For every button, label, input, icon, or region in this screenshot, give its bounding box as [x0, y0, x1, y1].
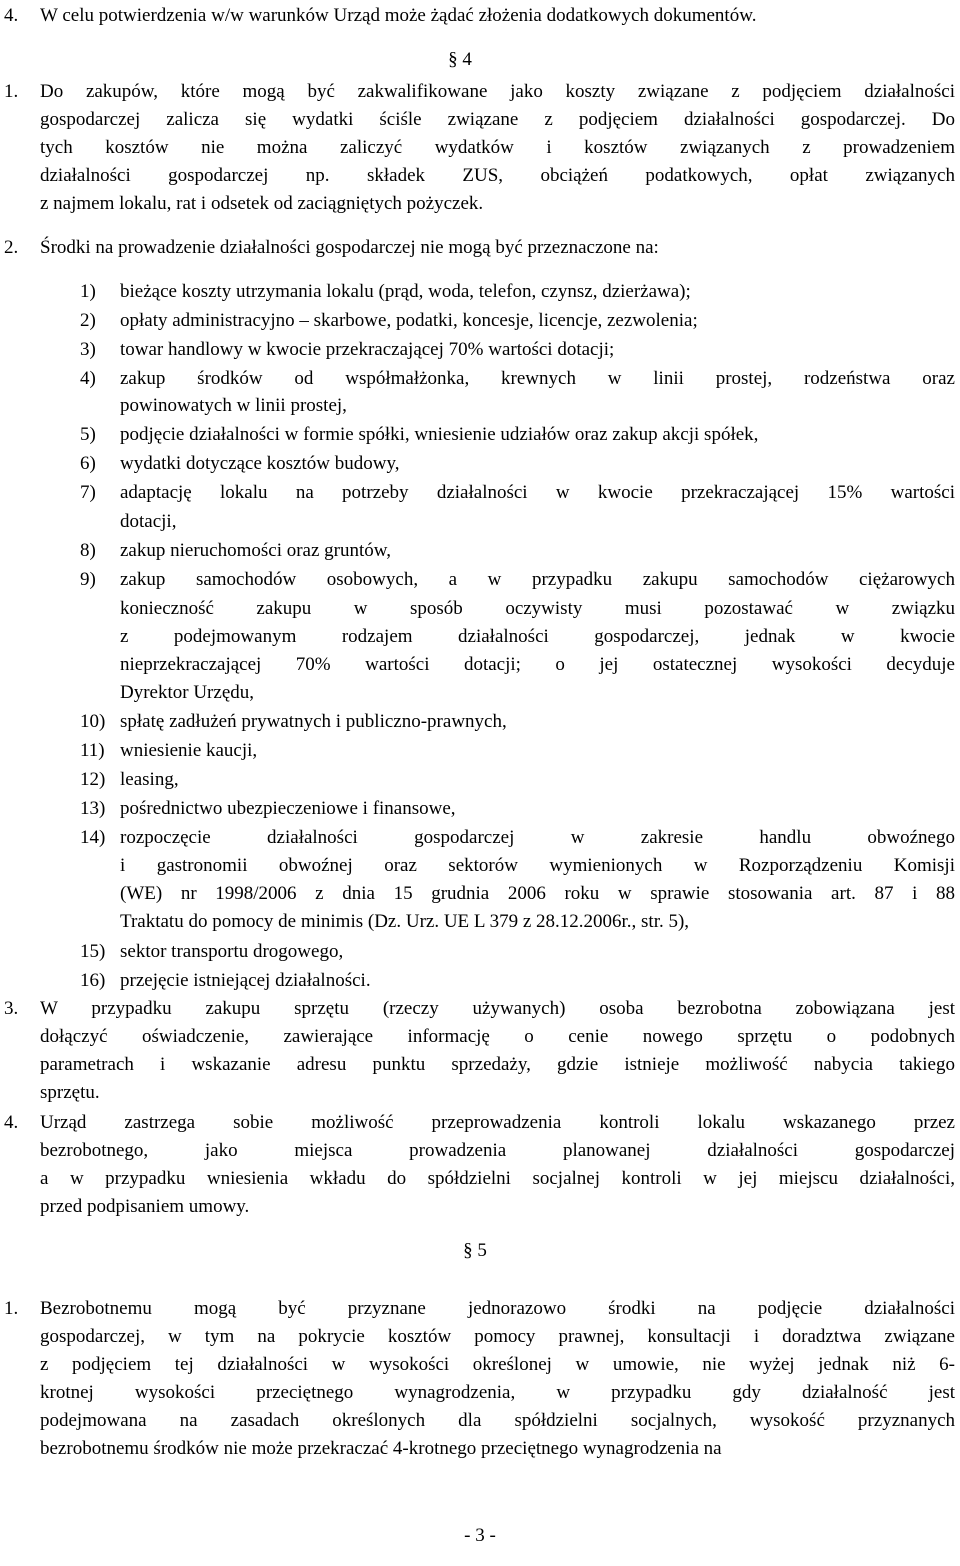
- paragraph-line: z najmem lokalu, rat i odsetek od zaciągniętych pożyczek.: [40, 193, 484, 214]
- paragraph-line: Bezrobotnemu mogą być przyznane jednorazowo środki na podjęcie działalności: [40, 1298, 955, 1319]
- page-number: - 3 -: [464, 1525, 496, 1546]
- paragraph-line: podejmowana na zasadach określonych dla spółdzielni socjalnych, wysokość przyznanych: [40, 1410, 955, 1431]
- list-item-text: dotacji,: [120, 511, 177, 532]
- paragraph-line: bezrobotnemu środków nie może przekraczać 4-krotnego przeciętnego wynagrodzenia na: [40, 1438, 722, 1459]
- list-item-number: 11): [80, 740, 105, 761]
- list-item-text: przejęcie istniejącej działalności.: [120, 970, 371, 991]
- list-item-number: 10): [80, 711, 106, 732]
- paragraph-line: gospodarczej zalicza się wydatki ściśle związane z podjęciem działalności gospodarczej. Do: [40, 109, 955, 130]
- paragraph-line: tych kosztów nie można zaliczyć wydatków i kosztów związanych z prowadzeniem: [40, 137, 955, 158]
- list-item-text: pośrednictwo ubezpieczeniowe i finansowe,: [120, 798, 456, 819]
- list-item-number: 6): [80, 453, 96, 474]
- list-item-number: 16): [80, 970, 106, 991]
- list-item-text: rozpoczęcie działalności gospodarczej w zakresie handlu obwoźnego: [120, 827, 955, 848]
- paragraph-line: krotnej wysokości przeciętnego wynagrodzenia, w przypadku gdy działalność jest: [40, 1382, 955, 1403]
- paragraph-line: Urząd zastrzega sobie możliwość przeprowadzenia kontroli lokalu wskazanego przez: [40, 1112, 955, 1133]
- list-item-text: towar handlowy w kwocie przekraczającej 70% wartości dotacji;: [120, 339, 615, 360]
- paragraph-line: sprzętu.: [40, 1082, 100, 1103]
- paragraph-line: bezrobotnego, jako miejsca prowadzenia planowanej działalności gospodarczej: [40, 1140, 955, 1161]
- list-item-number: 2): [80, 310, 96, 331]
- list-item-number: 13): [80, 798, 106, 819]
- list-item-number: 7): [80, 482, 96, 503]
- list-item-text: wydatki dotyczące kosztów budowy,: [120, 453, 400, 474]
- section-heading: § 5: [463, 1240, 487, 1261]
- section-heading: § 4: [448, 49, 472, 70]
- list-item-number: 14): [80, 827, 106, 848]
- list-item-number: 8): [80, 540, 96, 561]
- paragraph-line: gospodarczej, w tym na pokrycie kosztów pomocy prawnej, konsultacji i doradztwa związane: [40, 1326, 955, 1347]
- list-item-text: (WE) nr 1998/2006 z dnia 15 grudnia 2006 roku w sprawie stosowania art. 87 i 88: [120, 883, 955, 904]
- list-item-number: 4): [80, 368, 96, 389]
- list-item-text: powinowatych w linii prostej,: [120, 395, 347, 416]
- paragraph-text: Środki na prowadzenie działalności gospodarczej nie mogą być przeznaczone na:: [40, 237, 659, 258]
- list-item-text: zakup nieruchomości oraz gruntów,: [120, 540, 392, 561]
- paragraph-number: 4.: [4, 1112, 19, 1133]
- list-item-text: Dyrektor Urzędu,: [120, 682, 255, 703]
- list-item-number: 12): [80, 769, 106, 790]
- list-item-text: spłatę zadłużeń prywatnych i publiczno-prawnych,: [120, 711, 507, 732]
- paragraph-text: W celu potwierdzenia w/w warunków Urząd może żądać złożenia dodatkowych dokumentów.: [40, 5, 757, 26]
- paragraph-line: W przypadku zakupu sprzętu (rzeczy używanych) osoba bezrobotna zobowiązana jest: [40, 998, 955, 1019]
- list-item-text: adaptację lokalu na potrzeby działalności w kwocie przekraczającej 15% wartości: [120, 482, 955, 503]
- paragraph-line: z podjęciem tej działalności w wysokości określonej w umowie, nie wyżej jednak niż 6-: [40, 1354, 955, 1375]
- list-item-text: podjęcie działalności w formie spółki, wniesienie udziałów oraz zakup akcji spółek,: [120, 424, 759, 445]
- list-item-text: bieżące koszty utrzymania lokalu (prąd, woda, telefon, czynsz, dzierżawa);: [120, 281, 691, 302]
- list-item-text: wniesienie kaucji,: [120, 740, 258, 761]
- paragraph-line: działalności gospodarczej np. składek ZUS, obciążeń podatkowych, opłat związanych: [40, 165, 955, 186]
- list-item-text: konieczność zakupu w sposób oczywisty musi pozostawać w związku: [120, 598, 955, 619]
- list-item-number: 1): [80, 281, 96, 302]
- list-item-text: Traktatu do pomocy de minimis (Dz. Urz. UE L 379 z 28.12.2006r., str. 5),: [120, 911, 690, 932]
- paragraph-number: 2.: [4, 237, 19, 258]
- paragraph-line: parametrach i wskazanie adresu punktu sprzedaży, gdzie istnieje możliwość nabycia takiego: [40, 1054, 955, 1075]
- paragraph-line: a w przypadku wniesienia wkładu do spółdzielni socjalnej kontroli w jej miejscu działalności,: [40, 1168, 955, 1189]
- list-item-number: 3): [80, 339, 96, 360]
- list-item-text: opłaty administracyjno – skarbowe, podatki, koncesje, licencje, zezwolenia;: [120, 310, 698, 331]
- paragraph-line: przed podpisaniem umowy.: [40, 1196, 250, 1217]
- list-item-number: 9): [80, 569, 96, 590]
- paragraph-line: Do zakupów, które mogą być zakwalifikowane jako koszty związane z podjęciem działalności: [40, 81, 955, 102]
- list-item-text: sektor transportu drogowego,: [120, 941, 344, 962]
- paragraph-number: 1.: [4, 81, 19, 102]
- list-item-text: leasing,: [120, 769, 179, 790]
- list-item-text: zakup samochodów osobowych, a w przypadku zakupu samochodów ciężarowych: [120, 569, 955, 590]
- list-item-text: zakup środków od współmałżonka, krewnych w linii prostej, rodzeństwa oraz: [120, 368, 955, 389]
- list-item-text: nieprzekraczającej 70% wartości dotacji; o jej ostatecznej wysokości decyduje: [120, 654, 955, 675]
- list-item-text: z podejmowanym rodzajem działalności gospodarczej, jednak w kwocie: [120, 626, 955, 647]
- paragraph-number: 4.: [4, 5, 19, 26]
- paragraph-number: 3.: [4, 998, 19, 1019]
- list-item-number: 5): [80, 424, 96, 445]
- paragraph-number: 1.: [4, 1298, 19, 1319]
- paragraph-line: dołączyć oświadczenie, zawierające informację o cenie nowego sprzętu o podobnych: [40, 1026, 955, 1047]
- list-item-number: 15): [80, 941, 106, 962]
- list-item-text: i gastronomii obwoźnej oraz sektorów wymienionych w Rozporządzeniu Komisji: [120, 855, 955, 876]
